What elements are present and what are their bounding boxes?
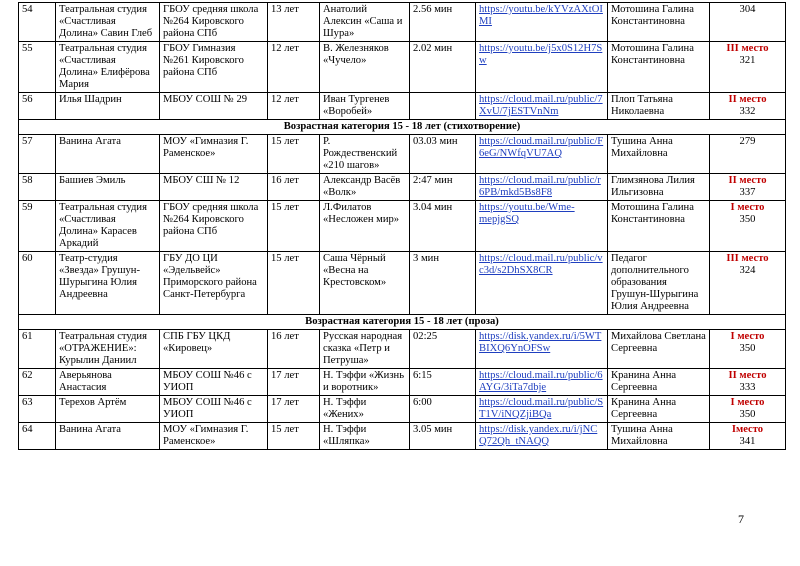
participant-cell: Театральная студия «Счастливая Долина» Карасев Аркадий [56,201,160,252]
place-label: II место [728,370,767,381]
score-value: 304 [739,4,756,15]
duration-cell: 2:47 мин [410,174,476,201]
video-link[interactable]: https://cloud.mail.ru/public/ST1V/iNQZjiBQa [479,397,604,420]
work-cell: Н. Тэффи «Жизнь и воротник» [320,369,410,396]
teacher-cell: Мотошина Галина Константиновна [608,42,710,93]
age-cell: 17 лет [268,396,320,423]
work-cell: Иван Тургенев «Воробей» [320,93,410,120]
result-cell [710,396,786,423]
place-label: II место [728,94,767,105]
row-number: 54 [19,3,56,42]
link-cell [476,3,608,42]
video-link[interactable]: https://cloud.mail.ru/public/7XvU/7jESTVnNm [479,94,603,117]
table-row [19,201,786,252]
row-number: 61 [19,330,56,369]
teacher-cell: Плоп Татьяна Николаевна [608,93,710,120]
work-cell: Саша Чёрный «Весна на Крестовском» [320,252,410,315]
place-label: Iместо [731,424,764,435]
age-cell: 15 лет [268,201,320,252]
video-link[interactable]: https://youtu.be/j5x0S12H7Sw [479,43,603,66]
school-cell: СПБ ГБУ ЦКД «Кировец» [160,330,268,369]
category-row-prose [19,315,786,330]
link-cell [476,423,608,450]
duration-cell: 6:00 [410,396,476,423]
teacher-cell: Михайлова Светлана Сергеевна [608,330,710,369]
link-cell [476,135,608,174]
teacher-cell: Кранина Анна Сергеевна [608,369,710,396]
school-cell: МБОУ СОШ №46 с УИОП [160,369,268,396]
result-cell [710,135,786,174]
duration-cell: 2.56 мин [410,3,476,42]
result-cell [710,369,786,396]
row-number: 62 [19,369,56,396]
table-row [19,93,786,120]
place-label: III место [726,253,769,264]
link-cell [476,330,608,369]
school-cell: МБОУ СШ № 12 [160,174,268,201]
video-link[interactable]: https://cloud.mail.ru/public/6AYG/3iTa7dbje [479,370,603,393]
age-cell: 16 лет [268,330,320,369]
table-row [19,396,786,423]
participant-cell: Ванина Агата [56,135,160,174]
duration-cell: 3.04 мин [410,201,476,252]
results-table [18,2,786,450]
video-link[interactable]: https://cloud.mail.ru/public/vc3d/s2DhSX8CR [479,253,603,276]
duration-cell: 6:15 [410,369,476,396]
teacher-cell: Педагог дополнительного образования Грушун-Шурыгина Юлия Андреевна [608,252,710,315]
video-link[interactable]: https://cloud.mail.ru/public/r6PB/mkd5Bs8F8 [479,175,601,198]
age-cell: 15 лет [268,135,320,174]
age-cell: 16 лет [268,174,320,201]
score-value: 337 [739,187,756,198]
school-cell: МБОУ СОШ № 29 [160,93,268,120]
participant-cell: Башиев Эмиль [56,174,160,201]
result-cell [710,201,786,252]
age-cell: 15 лет [268,252,320,315]
category-heading: Возрастная категория 15 - 18 лет (стихотворение) [19,120,786,135]
table-row [19,174,786,201]
teacher-cell: Тушина Анна Михайловна [608,423,710,450]
link-cell [476,42,608,93]
table-row [19,252,786,315]
link-cell [476,252,608,315]
work-cell: Александр Васёв «Волк» [320,174,410,201]
video-link[interactable]: https://cloud.mail.ru/public/F6eG/NWfqVU7AQ [479,136,604,159]
school-cell: ГБОУ средняя школа №264 Кировского района СПб [160,3,268,42]
score-value: 279 [739,136,756,147]
score-value: 321 [739,55,756,66]
link-cell [476,369,608,396]
video-link[interactable]: https://youtu.be/Wme-mepjgSQ [479,202,575,225]
table-row [19,3,786,42]
duration-cell: 3 мин [410,252,476,315]
school-cell: ГБУ ДО ЦИ «Эдельвейс» Приморского района Санкт-Петербурга [160,252,268,315]
link-cell [476,174,608,201]
duration-cell [410,93,476,120]
school-cell: МОУ «Гимназия Г. Раменское» [160,423,268,450]
row-number: 57 [19,135,56,174]
result-cell [710,423,786,450]
result-cell [710,252,786,315]
video-link[interactable]: https://disk.yandex.ru/i/5WTBIXQ6YnOFSw [479,331,602,354]
category-heading: Возрастная категория 15 - 18 лет (проза) [19,315,786,330]
result-cell [710,3,786,42]
score-value: 333 [739,382,756,393]
teacher-cell: Глимзянова Лилия Ильгизовна [608,174,710,201]
school-cell: ГБОУ средняя школа №264 Кировского района СПб [160,201,268,252]
work-cell: Р. Рождественский «210 шагов» [320,135,410,174]
link-cell [476,93,608,120]
video-link[interactable]: https://disk.yandex.ru/i/jNCQ72Qh_tNAQQ [479,424,598,447]
result-cell [710,330,786,369]
link-cell [476,201,608,252]
score-value: 350 [739,409,756,420]
work-cell: В. Железняков «Чучело» [320,42,410,93]
participant-cell: Терехов Артём [56,396,160,423]
result-cell [710,93,786,120]
page-number: 7 [738,512,744,526]
duration-cell: 02:25 [410,330,476,369]
duration-cell: 03.03 мин [410,135,476,174]
row-number: 56 [19,93,56,120]
table-row [19,330,786,369]
participant-cell: Аверьянова Анастасия [56,369,160,396]
row-number: 63 [19,396,56,423]
row-number: 64 [19,423,56,450]
participant-cell: Илья Шадрин [56,93,160,120]
place-label: III место [726,43,769,54]
participant-cell: Театральная студия «ОТРАЖЕНИЕ»: Курылин Даниил [56,330,160,369]
duration-cell: 2.02 мин [410,42,476,93]
result-cell [710,42,786,93]
table-row [19,42,786,93]
score-value: 350 [739,343,756,354]
results-table-page [18,2,785,450]
link-cell [476,396,608,423]
score-value: 341 [739,436,756,447]
place-label: I место [730,202,765,213]
table-row [19,369,786,396]
age-cell: 15 лет [268,423,320,450]
table-row [19,423,786,450]
place-label: II место [728,175,767,186]
teacher-cell: Мотошина Галина Константиновна [608,201,710,252]
result-cell [710,174,786,201]
score-value: 350 [739,214,756,225]
video-link[interactable]: https://youtu.be/kYVzAXtOIMI [479,4,603,27]
school-cell: ГБОУ Гимназия №261 Кировского района СПб [160,42,268,93]
participant-cell: Театральная студия «Счастливая Долина» Савин Глеб [56,3,160,42]
school-cell: МБОУ СОШ №46 с УИОП [160,396,268,423]
category-row-verse [19,120,786,135]
participant-cell: Театральная студия «Счастливая Долина» Елифёрова Мария [56,42,160,93]
work-cell: Н. Тэффи «Жених» [320,396,410,423]
work-cell: Л.Филатов «Несложен мир» [320,201,410,252]
age-cell: 12 лет [268,93,320,120]
age-cell: 13 лет [268,3,320,42]
teacher-cell: Мотошина Галина Константиновна [608,3,710,42]
score-value: 332 [739,106,756,117]
teacher-cell: Тушина Анна Михайловна [608,135,710,174]
score-value: 324 [739,265,756,276]
age-cell: 17 лет [268,369,320,396]
row-number: 59 [19,201,56,252]
work-cell: Н. Тэффи «Шляпка» [320,423,410,450]
school-cell: МОУ «Гимназия Г. Раменское» [160,135,268,174]
work-cell: Русская народная сказка «Петр и Петруша» [320,330,410,369]
place-label: I место [730,331,765,342]
participant-cell: Ванина Агата [56,423,160,450]
participant-cell: Театр-студия «Звезда» Грушун-Шурыгина Юлия Андреевна [56,252,160,315]
row-number: 60 [19,252,56,315]
duration-cell: 3.05 мин [410,423,476,450]
table-row [19,135,786,174]
work-cell: Анатолий Алексин «Саша и Шура» [320,3,410,42]
age-cell: 12 лет [268,42,320,93]
row-number: 58 [19,174,56,201]
place-label: I место [730,397,765,408]
teacher-cell: Кранина Анна Сергеевна [608,396,710,423]
row-number: 55 [19,42,56,93]
